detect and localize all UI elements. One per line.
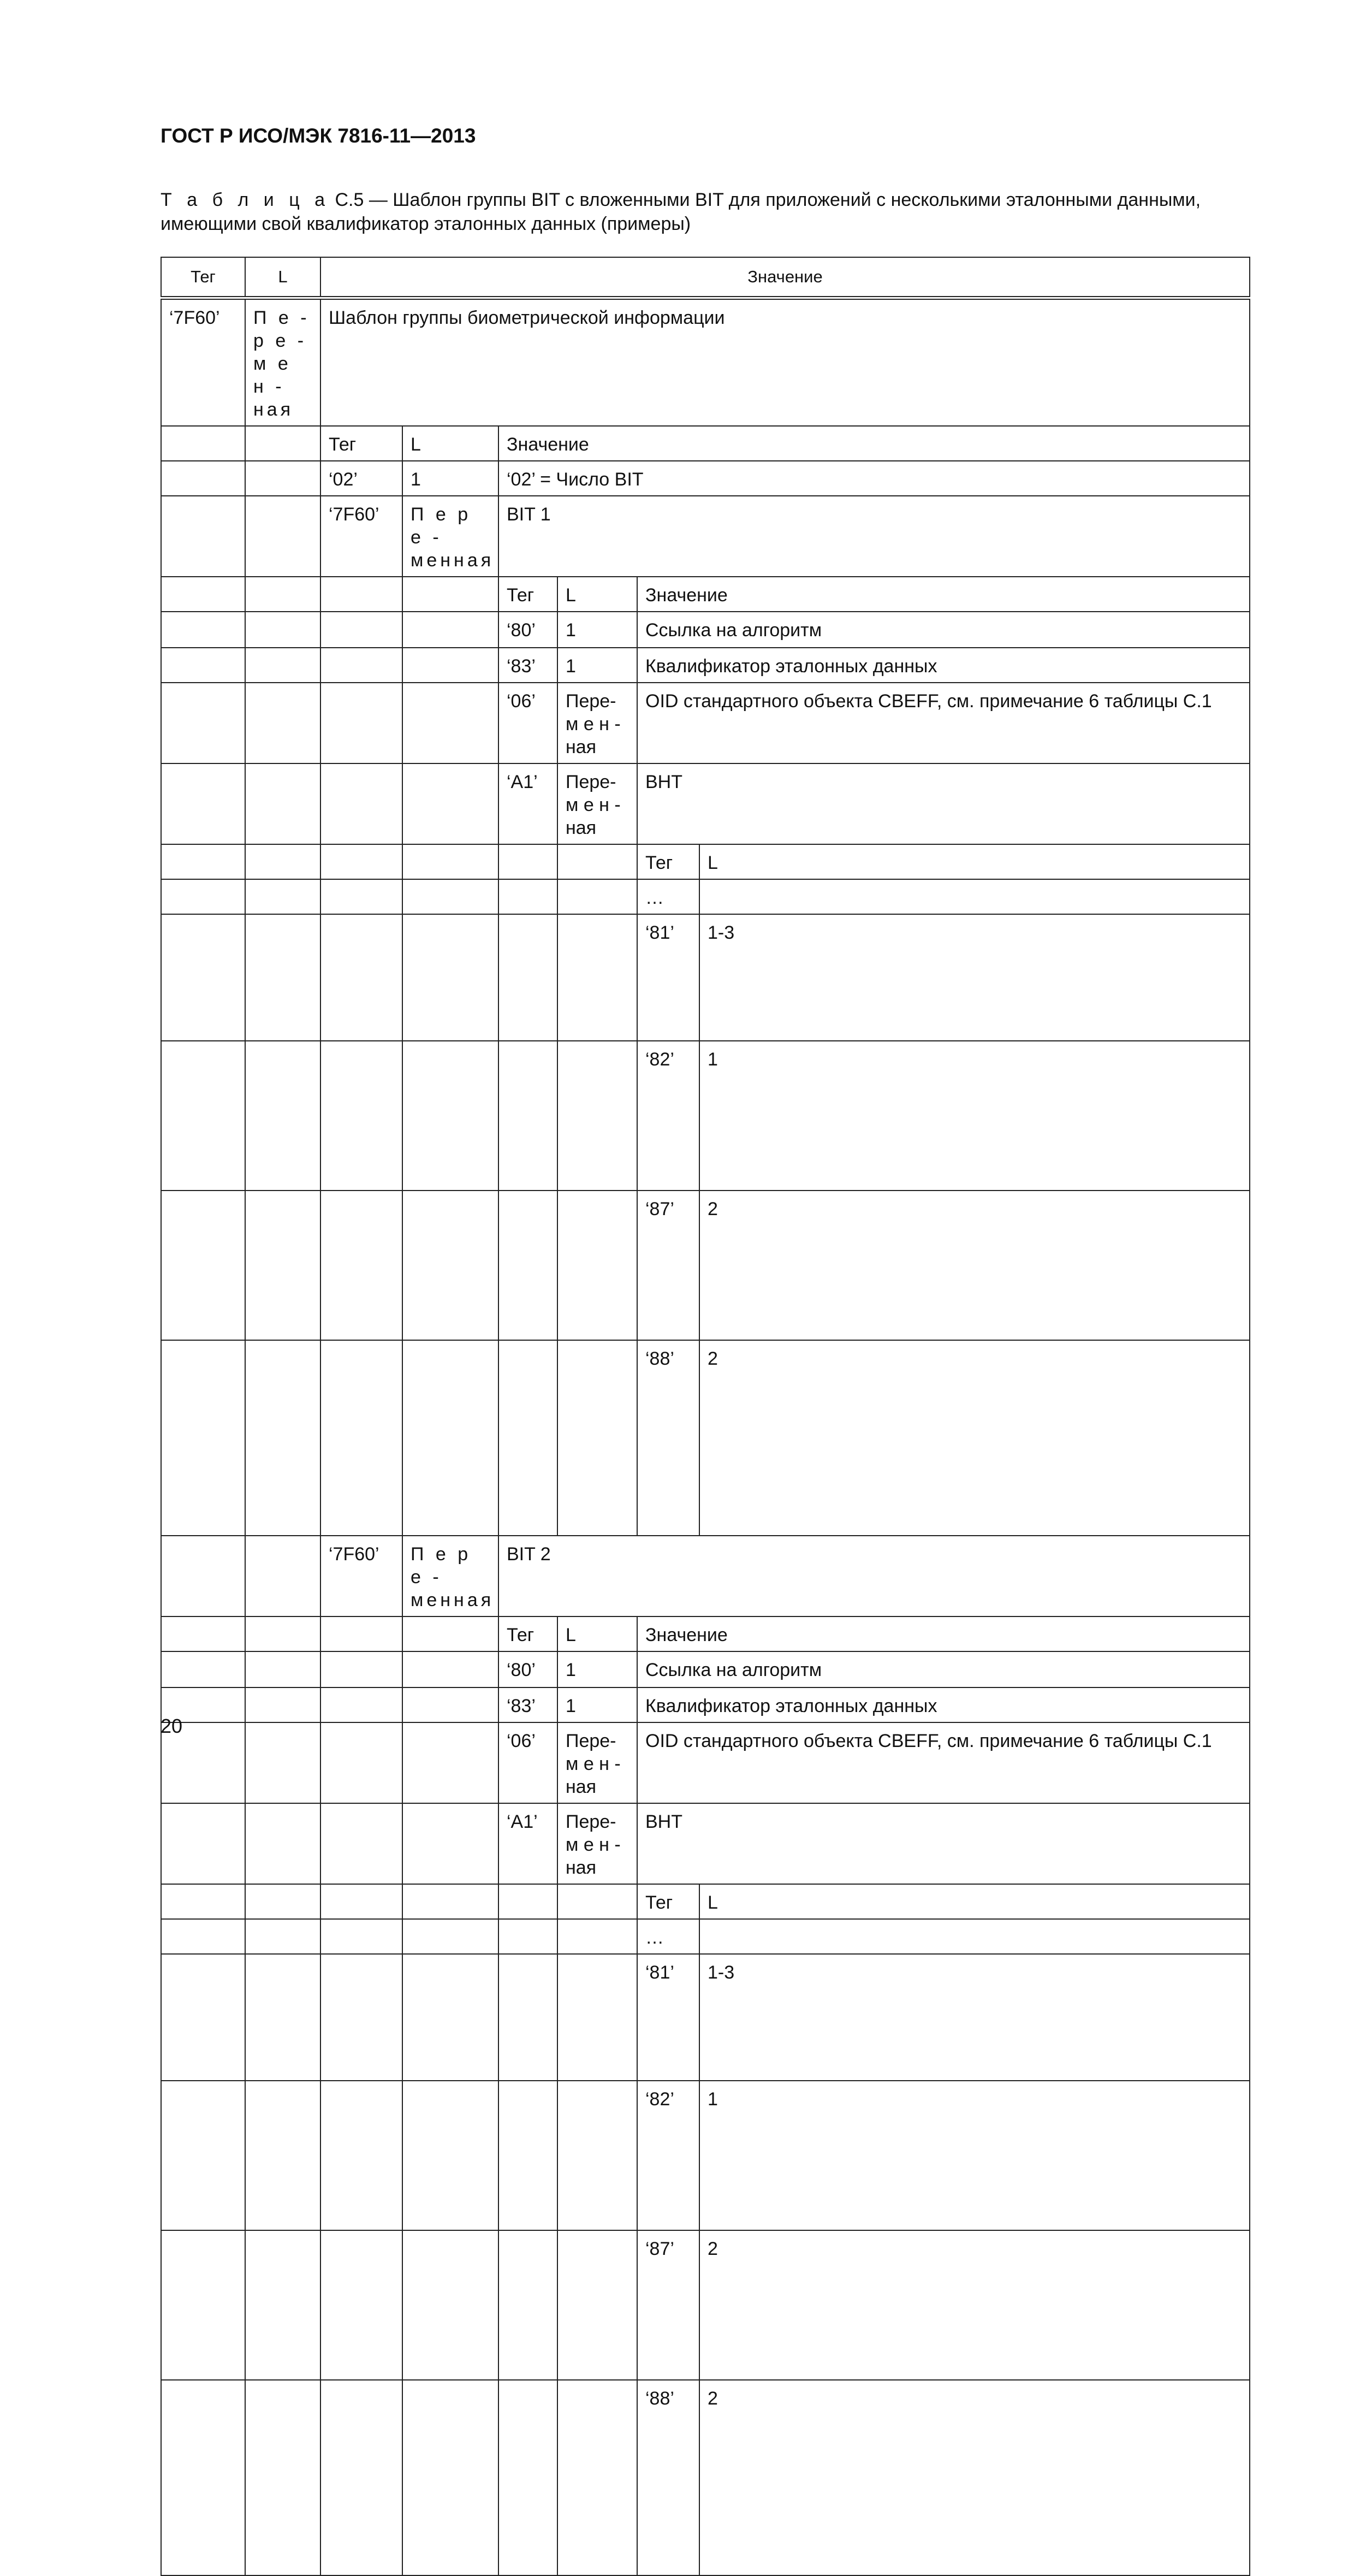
cell-length: L [245,257,320,298]
biometric-type-row [161,1954,1250,2081]
empty-cell [320,1919,402,1954]
empty-cell [498,1340,557,1536]
empty-cell [161,648,245,683]
empty-cell [498,1041,557,1191]
cell-tag: ‘82’ [637,2081,699,2230]
empty-cell [245,683,320,763]
empty-cell [557,1919,637,1954]
cell-length: Пере- м е н - ная [557,763,637,844]
empty-cell [557,1041,637,1191]
empty-cell [498,1919,557,1954]
empty-cell [161,1954,245,2081]
empty-cell [161,612,245,648]
empty-cell [557,879,637,914]
cell-value: Значение [637,1616,1250,1651]
cell-value: Квалификатор эталонных данных [637,648,1250,683]
reference-qualifier-row [161,1687,1250,1722]
table-caption-text: С.5 — Шаблон группы BIT с вложенными BIT для приложений с несколькими эталонными данными, имеющими свой квалификатор эталонных данных (примеры) [161,190,1201,234]
empty-cell [161,496,245,577]
cell-length: Пере- м е н - ная [557,683,637,763]
ellipsis-row [161,1919,1250,1954]
cell-value: Значение [498,426,1250,461]
empty-cell [402,1191,498,1340]
empty-cell [402,1651,498,1687]
empty-cell [557,1884,637,1919]
cell-value: Ссылка на алгоритм [637,1651,1250,1687]
cell-tag: … [637,1919,699,1954]
empty-cell [245,496,320,577]
empty-cell [161,1191,245,1340]
cell-tag: ‘87’ [637,1191,699,1340]
empty-cell [557,914,637,1041]
empty-cell [402,1340,498,1536]
cell-value: OID стандартного объекта CBEFF, см. примечание 6 таблицы С.1 [637,683,1250,763]
cell-length: П е р е - менная [402,1536,498,1616]
cell-tag: Тег [637,844,699,879]
cell-tag: Тег [161,257,245,298]
bit-group-template-table [161,257,1250,2576]
empty-cell [320,1687,402,1722]
cell-tag: ‘82’ [637,1041,699,1191]
empty-cell [498,2230,557,2380]
empty-cell [161,844,245,879]
reference-qualifier-row [161,648,1250,683]
empty-cell [320,1616,402,1651]
empty-cell [245,648,320,683]
empty-cell [161,763,245,844]
cell-length: 2 [699,2230,1250,2380]
empty-cell [161,914,245,1041]
cell-value: Квалификатор эталонных данных [637,1687,1250,1722]
cell-tag: ‘7F60’ [320,1536,402,1616]
empty-cell [320,1340,402,1536]
empty-cell [402,577,498,612]
empty-cell [245,1041,320,1191]
cell-length: L [557,577,637,612]
cell-tag: … [637,879,699,914]
biometric-type-row [161,2230,1250,2380]
empty-cell [402,612,498,648]
cell-length: 2 [699,1191,1250,1340]
empty-cell [161,1919,245,1954]
cell-length: 2 [699,2380,1250,2575]
empty-cell [402,844,498,879]
empty-cell [402,648,498,683]
bit-row [161,496,1250,577]
empty-cell [245,1651,320,1687]
empty-cell [320,1722,402,1803]
empty-cell [161,1884,245,1919]
empty-cell [498,844,557,879]
empty-cell [320,612,402,648]
cell-value: BIT 1 [498,496,1250,577]
empty-cell [498,1191,557,1340]
cell-tag: ‘80’ [498,612,557,648]
table-header-row [161,257,1250,298]
empty-cell [245,612,320,648]
empty-cell [498,2081,557,2230]
empty-cell [161,879,245,914]
empty-cell [161,2230,245,2380]
nested-header-row [161,426,1250,461]
cell-tag: ‘87’ [637,2230,699,2380]
empty-cell [402,914,498,1041]
empty-cell [245,1536,320,1616]
cell-length: L [557,1616,637,1651]
empty-cell [402,2081,498,2230]
bht-header-row [161,1884,1250,1919]
cell-length: 1 [557,612,637,648]
empty-cell [245,426,320,461]
empty-cell [161,1536,245,1616]
empty-cell [161,1340,245,1536]
empty-cell [402,2380,498,2575]
cell-tag: ‘7F60’ [161,298,245,427]
empty-cell [320,914,402,1041]
cell-tag: ‘06’ [498,1722,557,1803]
empty-cell [161,1616,245,1651]
cell-length: L [699,1884,1250,1919]
bit-header-row [161,1616,1250,1651]
empty-cell [245,1687,320,1722]
bit-row [161,1536,1250,1616]
cell-length: 1 [557,1687,637,1722]
cbeff-oid-row [161,683,1250,763]
cell-length: П е р е - менная [402,496,498,577]
empty-cell [245,1803,320,1884]
empty-cell [320,1884,402,1919]
cell-tag: Тег [498,577,557,612]
cell-value: OID стандартного объекта CBEFF, см. примечание 6 таблицы С.1 [637,1722,1250,1803]
cell-tag: ‘88’ [637,1340,699,1536]
biometric-type-row [161,1041,1250,1191]
empty-cell [557,2081,637,2230]
cell-length: 1 [557,648,637,683]
cell-length: L [402,426,498,461]
cell-tag: Тег [320,426,402,461]
empty-cell [498,879,557,914]
empty-cell [402,683,498,763]
empty-cell [320,1041,402,1191]
empty-cell [161,577,245,612]
bht-row [161,1803,1250,1884]
cell-length: Пере- м е н - ная [557,1722,637,1803]
cell-value: Ссылка на алгоритм [637,612,1250,648]
empty-cell [245,1191,320,1340]
biometric-type-row [161,2380,1250,2575]
cell-value: ‘02’ = Число BIT [498,461,1250,496]
empty-cell [161,1651,245,1687]
cell-value: BHT [637,1803,1250,1884]
empty-cell [320,2230,402,2380]
cell-tag: ‘81’ [637,914,699,1041]
empty-cell [320,763,402,844]
cell-tag: Тег [498,1616,557,1651]
cell-tag: ‘02’ [320,461,402,496]
empty-cell [161,2380,245,2575]
empty-cell [498,914,557,1041]
bht-header-row [161,844,1250,879]
cell-tag: Тег [637,1884,699,1919]
empty-cell [245,763,320,844]
cell-tag: ‘81’ [637,1954,699,2081]
cell-length: 2 [699,1340,1250,1536]
biometric-group-row [161,298,1250,427]
empty-cell [402,1041,498,1191]
empty-cell [245,1884,320,1919]
empty-cell [245,1954,320,2081]
empty-cell [402,1919,498,1954]
empty-cell [320,2081,402,2230]
algorithm-ref-row [161,1651,1250,1687]
empty-cell [161,1041,245,1191]
empty-cell [402,2230,498,2380]
cell-length [699,1919,1250,1954]
empty-cell [402,1722,498,1803]
empty-cell [245,1616,320,1651]
cell-value: Значение [320,257,1250,298]
table-label: Т а б л и ц а [161,190,330,210]
table-caption [161,188,1247,236]
cell-tag: ‘83’ [498,648,557,683]
cell-tag: ‘83’ [498,1687,557,1722]
empty-cell [245,1340,320,1536]
empty-cell [402,1687,498,1722]
cell-length: П е - р е - м е н - ная [245,298,320,427]
bit-count-row [161,461,1250,496]
cell-tag: ‘88’ [637,2380,699,2575]
empty-cell [245,1722,320,1803]
bht-row [161,763,1250,844]
cell-length: Пере- м е н - ная [557,1803,637,1884]
empty-cell [320,683,402,763]
cell-value: Шаблон группы биометрической информации [320,298,1250,427]
empty-cell [557,1340,637,1536]
empty-cell [245,2081,320,2230]
cell-length: 1 [699,1041,1250,1191]
cell-tag: ‘80’ [498,1651,557,1687]
empty-cell [498,1954,557,2081]
empty-cell [402,1616,498,1651]
biometric-type-row [161,1191,1250,1340]
empty-cell [320,1651,402,1687]
cell-length: 1 [402,461,498,496]
biometric-type-row [161,914,1250,1041]
page-number: 20 [161,1715,183,1737]
cell-tag: ‘06’ [498,683,557,763]
empty-cell [402,763,498,844]
empty-cell [161,426,245,461]
empty-cell [245,914,320,1041]
bit-header-row [161,577,1250,612]
empty-cell [320,648,402,683]
empty-cell [498,2380,557,2575]
empty-cell [245,879,320,914]
cell-value: BIT 2 [498,1536,1250,1616]
empty-cell [557,844,637,879]
empty-cell [320,1954,402,2081]
empty-cell [245,1919,320,1954]
empty-cell [245,2230,320,2380]
empty-cell [402,1954,498,2081]
cell-length: 1 [557,1651,637,1687]
algorithm-ref-row [161,612,1250,648]
empty-cell [402,879,498,914]
ellipsis-row [161,879,1250,914]
empty-cell [161,683,245,763]
empty-cell [402,1884,498,1919]
empty-cell [245,2380,320,2575]
empty-cell [320,577,402,612]
empty-cell [245,461,320,496]
empty-cell [161,1803,245,1884]
document-header: ГОСТ Р ИСО/МЭК 7816-11—2013 [161,125,476,147]
biometric-type-row [161,2081,1250,2230]
empty-cell [320,844,402,879]
empty-cell [320,2380,402,2575]
empty-cell [498,1884,557,1919]
cell-tag: ‘7F60’ [320,496,402,577]
cell-length: L [699,844,1250,879]
cell-tag: ‘А1’ [498,763,557,844]
cell-tag: ‘А1’ [498,1803,557,1884]
empty-cell [557,1954,637,2081]
empty-cell [245,844,320,879]
cell-length: 1-3 [699,914,1250,1041]
empty-cell [402,1803,498,1884]
biometric-type-row [161,1340,1250,1536]
empty-cell [161,461,245,496]
cell-value: Значение [637,577,1250,612]
empty-cell [320,1803,402,1884]
empty-cell [557,1191,637,1340]
empty-cell [320,1191,402,1340]
empty-cell [245,577,320,612]
empty-cell [161,2081,245,2230]
empty-cell [557,2380,637,2575]
cell-length: 1 [699,2081,1250,2230]
cell-length [699,879,1250,914]
cell-value: BHT [637,763,1250,844]
cbeff-oid-row [161,1722,1250,1803]
empty-cell [557,2230,637,2380]
cell-length: 1-3 [699,1954,1250,2081]
empty-cell [320,879,402,914]
